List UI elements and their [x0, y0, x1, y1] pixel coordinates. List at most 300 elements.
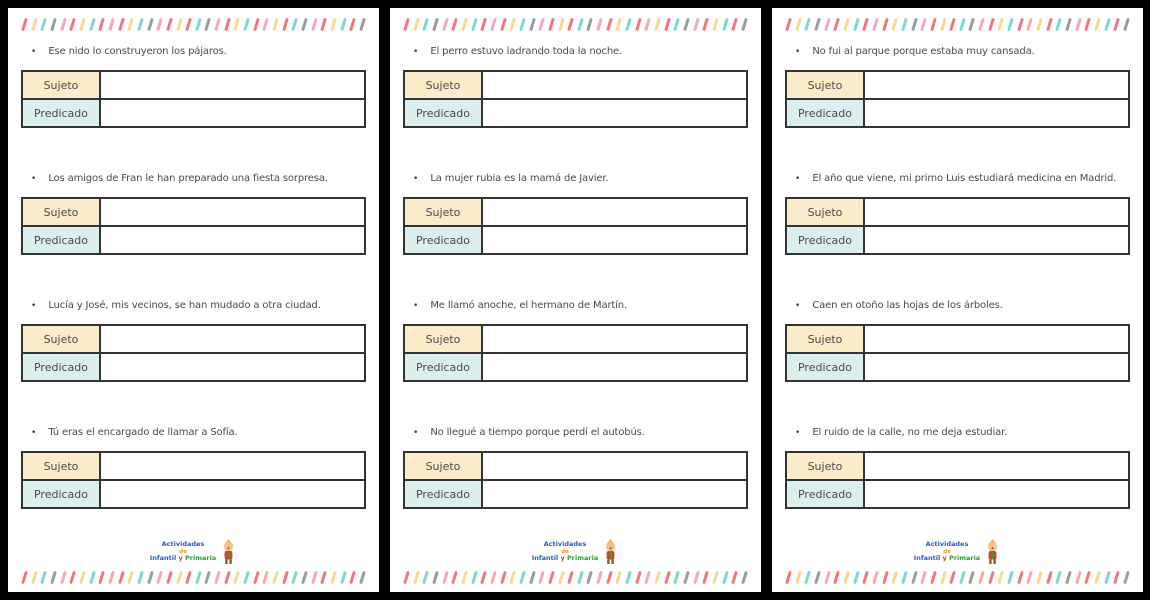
dash-tick: [253, 570, 260, 583]
dash-tick: [548, 17, 555, 30]
dash-tick: [959, 570, 966, 583]
dash-tick: [853, 570, 860, 583]
dash-tick: [500, 17, 507, 30]
dash-tick: [949, 17, 956, 30]
dash-tick: [1065, 17, 1072, 30]
bullet-icon: •: [413, 174, 419, 184]
sujeto-answer-cell[interactable]: [482, 452, 747, 480]
dash-tick: [471, 570, 478, 583]
bullet-icon: •: [31, 47, 37, 57]
sujeto-label: Sujeto: [22, 198, 100, 226]
dash-tick: [1056, 17, 1063, 30]
sentence-text: No fui al parque porque estaba muy cansada.: [812, 46, 1035, 57]
dash-tick: [833, 17, 840, 30]
dash-tick: [500, 570, 507, 583]
dash-tick: [529, 17, 536, 30]
dash-tick: [959, 17, 966, 30]
sujeto-label: Sujeto: [22, 452, 100, 480]
dash-tick: [882, 570, 889, 583]
dash-tick: [349, 570, 356, 583]
sentence-row: [795, 427, 1130, 438]
dash-tick: [69, 17, 76, 30]
dash-tick: [330, 17, 337, 30]
dash-tick: [311, 570, 318, 583]
dash-tick: [340, 570, 347, 583]
predicado-answer-cell[interactable]: [482, 99, 747, 127]
dash-tick: [703, 17, 710, 30]
dash-tick: [988, 17, 995, 30]
dash-tick: [108, 17, 115, 30]
dash-tick: [340, 17, 347, 30]
dash-tick: [930, 570, 937, 583]
dash-tick: [712, 17, 719, 30]
exercise-block: [403, 46, 748, 128]
sentence-row: [413, 427, 748, 438]
dash-tick: [998, 17, 1005, 30]
dash-tick: [89, 570, 96, 583]
predicado-label: Predicado: [404, 226, 482, 254]
dash-tick: [21, 17, 28, 30]
logo-line3: Infantil y Primaria: [149, 554, 217, 563]
sujeto-answer-cell[interactable]: [100, 325, 365, 353]
dash-tick: [292, 570, 299, 583]
dash-tick: [625, 17, 632, 30]
dash-tick: [872, 570, 879, 583]
predicado-answer-cell[interactable]: [100, 99, 365, 127]
dash-tick: [558, 570, 565, 583]
dash-tick: [625, 570, 632, 583]
publisher-logo: [21, 536, 366, 568]
dash-tick: [882, 17, 889, 30]
dash-tick: [1085, 17, 1092, 30]
dash-tick: [587, 570, 594, 583]
exercise-block: [785, 300, 1130, 382]
dash-tick: [645, 17, 652, 30]
dash-tick: [195, 17, 202, 30]
clown-mascot-icon: [602, 539, 619, 565]
dash-tick: [1104, 17, 1111, 30]
sentence-text: El ruido de la calle, no me deja estudiar.: [812, 427, 1008, 438]
dash-tick: [795, 570, 802, 583]
dash-tick: [645, 570, 652, 583]
answer-table: [403, 451, 748, 509]
dash-tick: [413, 17, 420, 30]
dash-tick: [272, 570, 279, 583]
predicado-label: Predicado: [22, 99, 100, 127]
dash-tick: [509, 570, 516, 583]
sujeto-label: Sujeto: [22, 325, 100, 353]
dash-tick: [31, 17, 38, 30]
logo-line1: Actividades: [543, 540, 587, 549]
dash-tick: [901, 570, 908, 583]
dash-tick: [185, 570, 192, 583]
dash-tick: [137, 17, 144, 30]
predicado-answer-cell[interactable]: [864, 480, 1129, 508]
dash-tick: [911, 570, 918, 583]
answer-table: [785, 70, 1130, 128]
sentence-text: La mujer rubia es la mamá de Javier.: [430, 173, 609, 184]
dash-tick: [843, 17, 850, 30]
sentence-row: [413, 173, 748, 184]
dash-tick: [195, 570, 202, 583]
dash-tick: [272, 17, 279, 30]
predicado-label: Predicado: [404, 353, 482, 381]
answer-table: [403, 197, 748, 255]
dash-tick: [567, 17, 574, 30]
dash-tick: [978, 570, 985, 583]
sujeto-label: Sujeto: [404, 452, 482, 480]
dash-tick: [940, 17, 947, 30]
dash-tick: [1007, 570, 1014, 583]
exercise-block: [785, 46, 1130, 128]
sujeto-answer-cell[interactable]: [482, 198, 747, 226]
sujeto-label: Sujeto: [786, 325, 864, 353]
dash-tick: [804, 17, 811, 30]
dash-tick: [664, 17, 671, 30]
dash-tick: [79, 570, 86, 583]
predicado-label: Predicado: [22, 226, 100, 254]
predicado-label: Predicado: [22, 480, 100, 508]
dash-tick: [422, 17, 429, 30]
dash-tick: [253, 17, 260, 30]
dash-tick: [451, 17, 458, 30]
dash-tick: [824, 17, 831, 30]
exercise-block: [21, 300, 366, 382]
dash-tick: [529, 570, 536, 583]
dash-tick: [442, 17, 449, 30]
dash-tick: [127, 17, 134, 30]
dash-tick: [137, 570, 144, 583]
dash-tick: [722, 570, 729, 583]
answer-table: [785, 197, 1130, 255]
logo-line1: Actividades: [925, 540, 969, 549]
answer-table: [785, 324, 1130, 382]
dash-tick: [214, 17, 221, 30]
predicado-answer-cell[interactable]: [100, 480, 365, 508]
sentence-text: Tú eras el encargado de llamar a Sofía.: [48, 427, 238, 438]
dash-tick: [185, 17, 192, 30]
worksheet-page-2: [390, 8, 761, 592]
dash-tick: [596, 17, 603, 30]
sentence-text: Me llamó anoche, el hermano de Martín.: [430, 300, 628, 311]
dash-tick: [432, 17, 439, 30]
dash-tick: [519, 17, 526, 30]
answer-table: [21, 70, 366, 128]
sentence-row: [795, 46, 1130, 57]
dash-tick: [50, 17, 57, 30]
logo-line1: Actividades: [161, 540, 205, 549]
dash-tick: [98, 17, 105, 30]
dash-tick: [567, 570, 574, 583]
dash-tick: [785, 570, 792, 583]
dash-tick: [480, 17, 487, 30]
decorative-dash-border-bottom: [785, 568, 1130, 586]
decorative-dash-border-top: [785, 15, 1130, 33]
dash-tick: [804, 570, 811, 583]
sujeto-label: Sujeto: [786, 452, 864, 480]
dash-tick: [814, 570, 821, 583]
dash-tick: [60, 570, 67, 583]
dash-tick: [292, 17, 299, 30]
dash-tick: [1123, 570, 1130, 583]
sentence-text: El año que viene, mi primo Luis estudiará medicina en Madrid.: [812, 173, 1117, 184]
clown-mascot-icon: [984, 539, 1001, 565]
decorative-dash-border-bottom: [403, 568, 748, 586]
predicado-label: Predicado: [786, 226, 864, 254]
dash-tick: [988, 570, 995, 583]
dash-tick: [703, 570, 710, 583]
dash-tick: [461, 17, 468, 30]
dash-tick: [712, 570, 719, 583]
dash-tick: [98, 570, 105, 583]
dash-tick: [824, 570, 831, 583]
dash-tick: [911, 17, 918, 30]
dash-tick: [930, 17, 937, 30]
dash-tick: [1027, 17, 1034, 30]
logo-line3: Infantil y Primaria: [913, 554, 981, 563]
exercise-block: [21, 427, 366, 509]
dash-tick: [214, 570, 221, 583]
answer-table: [21, 324, 366, 382]
exercise-block: [403, 427, 748, 509]
dash-tick: [1007, 17, 1014, 30]
dash-tick: [40, 17, 47, 30]
dash-tick: [422, 570, 429, 583]
dash-tick: [40, 570, 47, 583]
bullet-icon: •: [413, 428, 419, 438]
sentence-row: [795, 300, 1130, 311]
bullet-icon: •: [31, 174, 37, 184]
dash-tick: [156, 17, 163, 30]
dash-tick: [1046, 570, 1053, 583]
exercise-block: [403, 173, 748, 255]
predicado-answer-cell[interactable]: [482, 480, 747, 508]
dash-tick: [616, 17, 623, 30]
decorative-dash-border-top: [403, 15, 748, 33]
bullet-icon: •: [31, 301, 37, 311]
dash-tick: [635, 570, 642, 583]
dash-tick: [1113, 570, 1120, 583]
dash-tick: [127, 570, 134, 583]
dash-tick: [1123, 17, 1130, 30]
sujeto-label: Sujeto: [404, 71, 482, 99]
dash-tick: [538, 17, 545, 30]
sentence-row: [31, 46, 366, 57]
exercise-blocks: [785, 33, 1130, 536]
dash-tick: [1094, 570, 1101, 583]
sujeto-answer-cell[interactable]: [100, 71, 365, 99]
bullet-icon: •: [795, 47, 801, 57]
sujeto-answer-cell[interactable]: [864, 325, 1129, 353]
dash-tick: [282, 570, 289, 583]
dash-tick: [596, 570, 603, 583]
predicado-answer-cell[interactable]: [864, 226, 1129, 254]
dash-tick: [1056, 570, 1063, 583]
dash-tick: [442, 570, 449, 583]
dash-tick: [795, 17, 802, 30]
dash-tick: [654, 570, 661, 583]
exercise-block: [785, 173, 1130, 255]
publisher-logo-text: [914, 541, 980, 562]
dash-tick: [166, 570, 173, 583]
exercise-block: [785, 427, 1130, 509]
dash-tick: [359, 17, 366, 30]
dash-tick: [606, 17, 613, 30]
dash-tick: [920, 570, 927, 583]
dash-tick: [224, 570, 231, 583]
answer-table: [21, 197, 366, 255]
dash-tick: [969, 17, 976, 30]
dash-tick: [616, 570, 623, 583]
dash-tick: [862, 570, 869, 583]
dash-tick: [969, 570, 976, 583]
answer-table: [403, 324, 748, 382]
dash-tick: [147, 17, 154, 30]
dash-tick: [263, 17, 270, 30]
bullet-icon: •: [795, 301, 801, 311]
dash-tick: [853, 17, 860, 30]
dash-tick: [461, 570, 468, 583]
dash-tick: [282, 17, 289, 30]
publisher-logo-text: [150, 541, 216, 562]
worksheet-page-3: [772, 8, 1143, 592]
dash-tick: [1085, 570, 1092, 583]
dash-tick: [654, 17, 661, 30]
dash-tick: [741, 17, 748, 30]
sentence-text: Lucía y José, mis vecinos, se han mudado a otra ciudad.: [48, 300, 321, 311]
dash-tick: [920, 17, 927, 30]
sujeto-answer-cell[interactable]: [864, 71, 1129, 99]
dash-tick: [862, 17, 869, 30]
dash-tick: [635, 17, 642, 30]
sentence-row: [413, 300, 748, 311]
dash-tick: [940, 570, 947, 583]
dash-tick: [301, 17, 308, 30]
sentence-row: [795, 173, 1130, 184]
dash-tick: [731, 17, 738, 30]
dash-tick: [577, 17, 584, 30]
sujeto-answer-cell[interactable]: [100, 198, 365, 226]
sentence-text: Caen en otoño las hojas de los árboles.: [812, 300, 1003, 311]
dash-tick: [1094, 17, 1101, 30]
sujeto-answer-cell[interactable]: [100, 452, 365, 480]
predicado-answer-cell[interactable]: [482, 353, 747, 381]
dash-tick: [1027, 570, 1034, 583]
sentence-text: Ese nido lo construyeron los pájaros.: [48, 46, 227, 57]
dash-tick: [243, 570, 250, 583]
dash-tick: [1036, 570, 1043, 583]
sujeto-answer-cell[interactable]: [482, 325, 747, 353]
dash-tick: [118, 570, 125, 583]
predicado-answer-cell[interactable]: [482, 226, 747, 254]
dash-tick: [683, 17, 690, 30]
exercise-block: [21, 173, 366, 255]
predicado-answer-cell[interactable]: [864, 99, 1129, 127]
dash-tick: [833, 570, 840, 583]
dash-tick: [558, 17, 565, 30]
exercise-block: [403, 300, 748, 382]
dash-tick: [814, 17, 821, 30]
dash-tick: [224, 17, 231, 30]
dash-tick: [1017, 17, 1024, 30]
publisher-logo: [403, 536, 748, 568]
predicado-label: Predicado: [22, 353, 100, 381]
dash-tick: [490, 570, 497, 583]
dash-tick: [1075, 570, 1082, 583]
bullet-icon: •: [413, 47, 419, 57]
sujeto-answer-cell[interactable]: [864, 198, 1129, 226]
dash-tick: [108, 570, 115, 583]
dash-tick: [79, 17, 86, 30]
sujeto-answer-cell[interactable]: [864, 452, 1129, 480]
predicado-answer-cell[interactable]: [864, 353, 1129, 381]
logo-line2: de: [179, 548, 187, 555]
dash-tick: [21, 570, 28, 583]
dash-tick: [519, 570, 526, 583]
dash-tick: [1075, 17, 1082, 30]
dash-tick: [509, 17, 516, 30]
dash-tick: [978, 17, 985, 30]
dash-tick: [451, 570, 458, 583]
sujeto-label: Sujeto: [22, 71, 100, 99]
dash-tick: [176, 570, 183, 583]
logo-line2: de: [943, 548, 951, 555]
dash-tick: [490, 17, 497, 30]
predicado-label: Predicado: [404, 480, 482, 508]
answer-table: [785, 451, 1130, 509]
sentence-row: [31, 300, 366, 311]
exercise-blocks: [21, 33, 366, 536]
dash-tick: [413, 570, 420, 583]
predicado-label: Predicado: [786, 480, 864, 508]
predicado-answer-cell[interactable]: [100, 353, 365, 381]
dash-tick: [234, 570, 241, 583]
dash-tick: [587, 17, 594, 30]
dash-tick: [1104, 570, 1111, 583]
publisher-logo-text: [532, 541, 598, 562]
dash-tick: [205, 17, 212, 30]
dash-tick: [1046, 17, 1053, 30]
clown-mascot-icon: [220, 539, 237, 565]
dash-tick: [359, 570, 366, 583]
dash-tick: [471, 17, 478, 30]
bullet-icon: •: [413, 301, 419, 311]
dash-tick: [205, 570, 212, 583]
dash-tick: [1113, 17, 1120, 30]
dash-tick: [432, 570, 439, 583]
dash-tick: [349, 17, 356, 30]
sujeto-label: Sujeto: [404, 198, 482, 226]
sujeto-answer-cell[interactable]: [482, 71, 747, 99]
dash-tick: [1036, 17, 1043, 30]
logo-line2: de: [561, 548, 569, 555]
predicado-label: Predicado: [786, 353, 864, 381]
dash-tick: [683, 570, 690, 583]
dash-tick: [998, 570, 1005, 583]
decorative-dash-border-top: [21, 15, 366, 33]
dash-tick: [321, 17, 328, 30]
dash-tick: [243, 17, 250, 30]
dash-tick: [674, 17, 681, 30]
predicado-answer-cell[interactable]: [100, 226, 365, 254]
predicado-label: Predicado: [786, 99, 864, 127]
dash-tick: [693, 17, 700, 30]
dash-tick: [403, 17, 410, 30]
dash-tick: [118, 17, 125, 30]
dash-tick: [50, 570, 57, 583]
worksheet-page-1: [8, 8, 379, 592]
dash-tick: [31, 570, 38, 583]
